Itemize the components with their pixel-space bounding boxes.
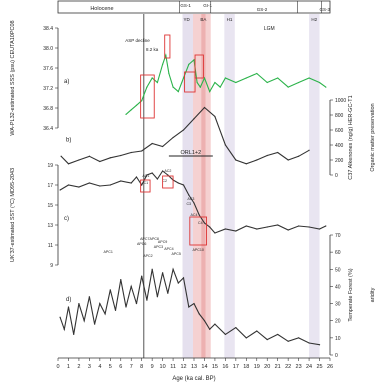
data-point-a [125,114,126,115]
x-tick-label: 11 [170,364,176,370]
annotation-label: C3 [186,202,192,206]
data-point-d [115,310,116,311]
data-point-c [204,222,205,223]
data-point-d [120,279,121,280]
event-label: H1 [226,17,233,22]
data-point-a [277,77,278,78]
data-point-d [104,313,105,314]
data-point-d [78,303,79,304]
data-point-d [235,327,236,328]
data-point-a [146,86,147,87]
data-point-d [125,306,126,307]
y-tick-label-d: 70 [335,233,341,239]
x-tick-label: 12 [180,364,187,370]
x-tick-label: 13 [190,364,198,370]
data-point-c [141,184,142,185]
data-point-a [225,77,226,78]
data-point-c [308,226,309,227]
x-tick-label: 20 [264,364,271,370]
y-tick-label-b: 800 [335,113,344,119]
y-tick-label-c: 17 [47,183,53,189]
y-tick-label-d: 50 [335,267,341,274]
right-note-d: aridity [370,287,376,303]
data-point-c [256,228,257,229]
data-point-b [288,159,289,160]
data-point-d [298,337,299,338]
data-point-a [197,82,198,83]
y-axis-label-d: Temperate Forest (%) [348,268,354,322]
data-point-b [61,156,62,157]
orl-label: ORL1+2 [180,150,202,156]
data-point-b [110,157,111,158]
annotation-label: C4 [197,221,203,225]
data-point-a [162,64,163,65]
data-point-b [183,129,184,130]
data-point-b [131,152,132,153]
x-tick-label: 16 [222,364,229,370]
data-point-c [136,176,137,177]
data-point-d [59,317,60,318]
event-label: 8.2 ka [146,47,159,52]
y-tick-label-c: 9 [50,263,53,269]
data-point-a [256,73,257,74]
data-point-d [99,303,100,304]
data-point-a [136,105,137,106]
data-point-c [59,189,60,190]
data-point-a [235,82,236,83]
data-point-d [131,286,132,287]
x-tick-label: 19 [253,364,260,370]
panel-label-b: b) [66,137,72,144]
data-point-d [209,329,210,330]
event-label: YD [183,17,190,22]
highlight-box-0 [141,75,155,118]
data-point-a [131,109,132,110]
data-point-d [167,293,168,294]
data-point-d [288,341,289,342]
data-point-c [246,225,247,226]
data-point-a [246,77,247,78]
x-tick-label: 21 [274,364,281,370]
event-band-3 [309,14,319,358]
y-tick-label-d: 40 [335,284,341,291]
annotation-label: APC8 [149,237,159,241]
data-point-d [246,337,247,338]
data-point-a [165,55,166,56]
x-axis-title: Age (ka cal. BP) [172,376,216,382]
x-tick-label: 1 [66,364,70,370]
shaded-bands [144,14,320,358]
annotation-label: APC9 [157,240,168,244]
y-tick-label-b: 200 [335,158,344,164]
data-point-a [308,77,309,78]
data-point-a [188,64,189,65]
x-tick-label: 8 [140,364,144,370]
data-point-d [204,320,205,321]
y-tick-label-d: 20 [335,318,341,325]
data-point-a [298,82,299,83]
y-tick-label-a: 36.8 [43,106,53,112]
data-point-c [288,229,289,230]
x-tick-label: 26 [326,364,334,370]
x-tick-label: 4 [98,364,102,370]
data-point-a [200,86,201,87]
data-point-c [193,202,194,203]
chronozone-label: Holocene [90,6,114,12]
data-point-b [162,146,163,147]
event-label: BA [200,17,207,22]
data-point-a [319,82,320,83]
x-tick-label: 14 [201,364,208,370]
y-tick-label-a: 38.4 [43,26,53,32]
y-tick-label-d: 10 [335,335,341,342]
data-point-d [157,296,158,297]
data-point-c [167,174,168,175]
y-tick-label-b: 600 [335,128,344,134]
x-tick-label: 10 [159,364,166,370]
y-tick-label-c: 19 [47,163,53,169]
x-tick-label: 22 [285,364,292,370]
x-tick-label: 18 [243,364,250,370]
data-point-d [277,334,278,335]
x-tick-label: 7 [129,364,133,370]
data-point-c [188,194,189,195]
x-tick-label: 23 [295,364,302,370]
x-tick-label: 15 [211,364,218,370]
y-tick-label-c: 13 [47,223,53,229]
data-point-c [267,226,268,227]
annotation-label: APC10 [192,248,204,252]
data-point-d [146,300,147,301]
data-point-d [136,303,137,304]
data-point-c [183,184,184,185]
data-point-b [99,161,100,162]
event-band-2 [224,14,234,358]
data-point-a [288,86,289,87]
y-tick-label-b: 1000 [335,98,347,104]
event-label: ASP decline [125,38,150,43]
y-axis-label-c: UK'37-estimated SST (°C) MD95-2043 [10,167,16,263]
data-point-d [162,272,163,273]
data-point-a [267,82,268,83]
y-tick-label-c: 15 [47,203,53,209]
lgm-label: LGM [263,26,275,32]
data-point-a [220,86,221,87]
event-label: H2 [311,17,318,22]
annotation-label: AC4 [190,213,198,217]
annotation-label: APC5 [171,252,181,256]
y-tick-label-d: 30 [335,301,341,308]
annotation-label: AC1 [142,174,150,178]
annotation-label: AC3 [187,197,195,201]
annotation-label: C1 [143,181,149,185]
panel-label-c: c) [64,216,69,222]
data-point-c [225,228,226,229]
y-tick-label-b: 0 [335,173,338,179]
data-point-d [152,269,153,270]
y-tick-label-c: 11 [47,243,53,249]
data-point-c [120,180,121,181]
data-point-c [209,226,210,227]
data-point-d [89,296,90,297]
data-point-b [152,143,153,144]
data-point-d [188,306,189,307]
data-point-b [89,156,90,157]
data-point-c [152,172,153,173]
data-point-d [73,334,74,335]
x-axis [56,358,333,382]
y-tick-label-a: 38.0 [43,46,53,52]
annotation-label: APC7 [140,237,150,241]
data-point-d [141,276,142,277]
data-point-d [199,313,200,314]
y-tick-label-a: 37.2 [43,86,53,92]
y-tick-label-d: 60 [335,250,341,257]
data-point-b [68,163,69,164]
x-tick-label: 2 [77,364,81,370]
y-tick-label-b: 400 [335,143,344,149]
chronozone-label: GI-1 [203,3,212,8]
data-point-c [78,186,79,187]
data-point-b [235,159,236,160]
y-axis-label-a: WA-PL32-estimated SSS (psu) CEUTA10PC08 [10,20,16,136]
data-point-b [298,156,299,157]
annotation-label: APC4 [164,247,174,251]
data-point-c [131,182,132,183]
data-point-b [256,159,257,160]
data-point-b [267,155,268,156]
data-point-d [68,306,69,307]
chronozone-label: GS-1 [180,3,191,8]
x-tick-label: 3 [87,364,91,370]
panel-label-a: a) [64,79,70,85]
data-point-b [225,144,226,145]
data-point-b [246,163,247,164]
chronozone-label: GS-2 [256,7,268,12]
data-point-b [193,118,194,119]
data-point-c [110,184,111,185]
y-tick-label-d: 0 [335,353,338,359]
data-point-b [204,107,205,108]
data-point-d [308,342,309,343]
data-point-a [214,82,215,83]
x-tick-label: 24 [306,364,313,370]
y-tick-label-a: 37.6 [43,66,53,72]
data-point-d [214,324,215,325]
data-point-d [183,277,184,278]
annotation-label: C2 [162,179,168,183]
chronozone-label: GS-3 [319,7,331,12]
data-point-a [193,59,194,60]
data-point-d [110,289,111,290]
data-point-b [141,150,142,151]
annotation-label: APC1 [103,250,113,254]
data-point-d [256,330,257,331]
data-point-c [157,178,158,179]
data-point-c [214,232,215,233]
data-point-a [172,86,173,87]
data-point-a [183,77,184,78]
data-point-d [319,344,320,345]
data-point-b [172,137,173,138]
data-point-a [157,82,158,83]
x-tick-label: 6 [119,364,123,370]
data-point-d [84,320,85,321]
data-point-c [319,228,320,229]
annotation-label: APC3 [153,245,164,249]
data-point-a [168,73,169,74]
data-point-d [193,303,194,304]
data-point-c [235,230,236,231]
right-note-b: Organic matter preservation [370,103,376,172]
data-point-d [94,324,95,325]
x-tick-label: 17 [232,364,239,370]
x-tick-label: 25 [316,364,323,370]
data-point-c [89,182,90,183]
data-point-d [178,282,179,283]
annotation-label: APC6 [136,242,147,246]
data-point-a [152,77,153,78]
data-point-a [141,100,142,101]
data-point-d [225,334,226,335]
data-point-c [162,170,163,171]
data-point-a [178,91,179,92]
y-tick-label-a: 36.4 [43,126,53,132]
annotation-label: AC2 [164,169,172,173]
data-point-c [199,214,200,215]
panel-label-d: d) [66,297,72,303]
y-axis-label-b: C37 Alkenones (ng/g) HER-GC-T1 [348,95,354,180]
x-tick-label: 5 [108,364,112,370]
data-point-b [277,152,278,153]
data-point-c [178,182,179,183]
data-point-c [277,224,278,225]
data-point-a [209,91,210,92]
annotation-label: APC2 [143,254,153,258]
data-point-d [172,269,173,270]
data-point-b [308,150,309,151]
x-tick-label: 0 [56,364,60,370]
data-point-d [267,339,268,340]
data-point-a [204,77,205,78]
data-point-b [214,116,215,117]
data-point-c [298,225,299,226]
data-point-d [64,329,65,330]
data-point-c [325,225,326,226]
data-point-c [68,184,69,185]
data-point-a [325,86,326,87]
data-point-c [99,185,100,186]
data-point-b [78,159,79,160]
data-point-b [120,155,121,156]
x-tick-label: 9 [150,364,154,370]
